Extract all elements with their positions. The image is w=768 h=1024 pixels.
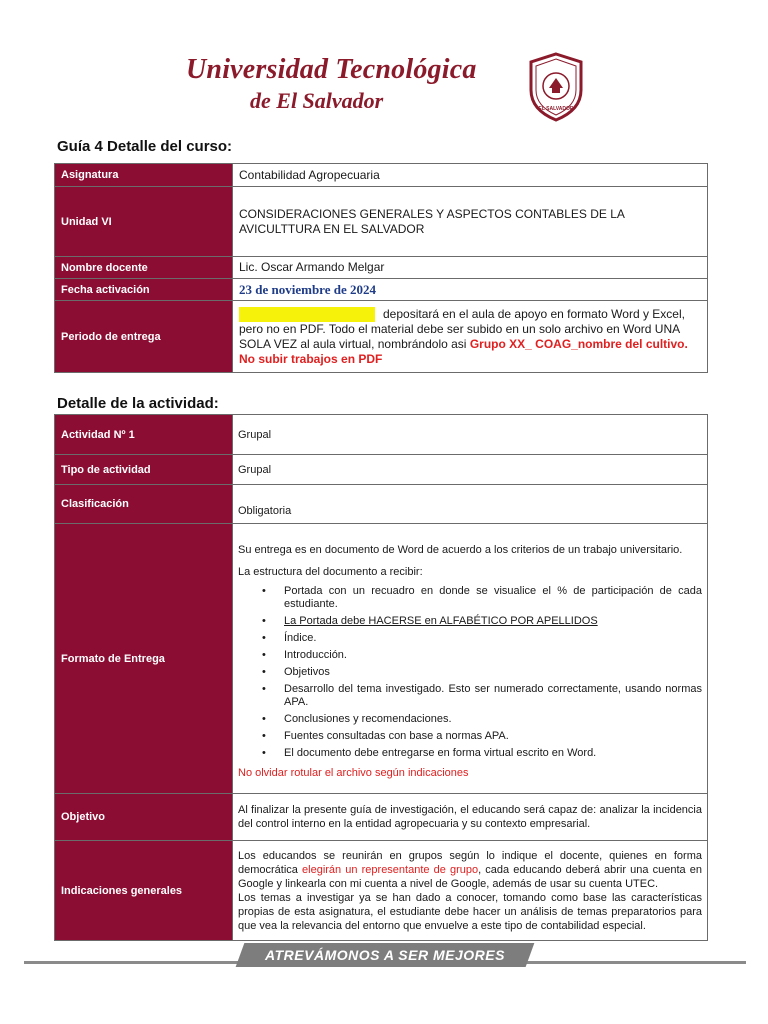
activity-details-table [54, 414, 708, 941]
row-label-periodo: Periodo de entrega [55, 301, 233, 373]
university-name-line1: Universidad Tecnológica [186, 54, 477, 85]
formato-structure-heading: La estructura del documento a recibir: [238, 565, 423, 578]
tipo-value: Grupal [233, 455, 708, 485]
list-item: • Objetivos [238, 666, 702, 679]
row-label-formato: Formato de Entrega [55, 524, 233, 794]
row-label-asignatura: Asignatura [55, 164, 233, 187]
table-row [55, 257, 708, 279]
indicaciones-text: Los educandos se reunirán en grupos según lo indique el docente, quienes en forma democrática [238, 849, 702, 876]
svg-text:EL SALVADOR: EL SALVADOR [538, 106, 574, 112]
unidad-value: CONSIDERACIONES GENERALES Y ASPECTOS CONTABLES DE LA AVICULTTURA EN EL SALVADOR [233, 187, 708, 257]
row-label-clasificacion: Clasificación [55, 485, 233, 524]
table-row [55, 524, 708, 794]
course-details-table [54, 163, 708, 373]
periodo-cell [233, 301, 708, 373]
table-row [55, 279, 708, 301]
actividad-value: Grupal [233, 415, 708, 455]
list-item: • El documento debe entregarse en forma virtual escrito en Word. [238, 747, 702, 760]
table-row [55, 841, 708, 941]
list-item: • Portada con un recuadro en donde se visualice el % de participación de cada estudiante. [238, 585, 702, 611]
table-row [55, 301, 708, 373]
row-label-unidad: Unidad VI [55, 187, 233, 257]
formato-list [238, 585, 702, 760]
formato-intro: Su entrega es en documento de Word de acuerdo a los criterios de un trabajo universitario. [238, 543, 683, 556]
objetivo-value: Al finalizar la presente guía de investigación, el educando será capaz de: analizar la incidencia del control interno en la entidad agropecuaria y su contexto empresarial. [233, 794, 708, 841]
list-item: • Índice. [238, 632, 702, 645]
indicaciones-cell [233, 841, 708, 941]
table-row [55, 485, 708, 524]
table-row [55, 415, 708, 455]
list-item: • Desarrollo del tema investigado. Esto ser numerado correctamente, usando normas APA. [238, 683, 702, 709]
indicaciones-paragraph-2: Los temas a investigar ya se han dado a conocer, tomando como base las características propias de esta asignatura, el estudiante debe hacer un análisis de temas preparatorios para que vea la relevancia del entorno que envuelve a este tipo de contabilidad especial. [238, 891, 702, 932]
row-label-actividad: Actividad Nº 1 [55, 415, 233, 455]
formato-note: No olvidar rotular el archivo según indicaciones [238, 766, 469, 779]
periodo-naming-rule: Grupo XX_ COAG_nombre del cultivo. No subir trabajos en PDF [239, 336, 688, 366]
clasificacion-value: Obligatoria [233, 485, 708, 524]
activity-details-title: Detalle de la actividad: [57, 395, 219, 412]
footer-slogan: ATREVÁMONOS A SER MEJORES [265, 947, 505, 963]
row-label-tipo: Tipo de actividad [55, 455, 233, 485]
list-item: • Fuentes consultadas con base a normas APA. [238, 730, 702, 743]
row-label-indicaciones: Indicaciones generales [55, 841, 233, 941]
indicaciones-highlight: elegirán un representante de grupo [302, 863, 479, 876]
course-details-title: Guía 4 Detalle del curso: [57, 138, 233, 155]
row-label-objetivo: Objetivo [55, 794, 233, 841]
row-label-docente: Nombre docente [55, 257, 233, 279]
list-item: • La Portada debe HACERSE en ALFABÉTICO POR APELLIDOS [238, 615, 702, 628]
list-item: • Introducción. [238, 649, 702, 662]
fecha-cell [233, 279, 708, 301]
highlighted-blank [239, 307, 375, 322]
table-row [55, 455, 708, 485]
table-row [55, 794, 708, 841]
row-label-fecha: Fecha activación [55, 279, 233, 301]
indicaciones-paragraph-1 [238, 849, 702, 891]
formato-cell [233, 524, 708, 794]
list-item: • Conclusiones y recomendaciones. [238, 713, 702, 726]
docente-value: Lic. Oscar Armando Melgar [233, 257, 708, 279]
indicaciones-text: , cada educando deberá abrir una cuenta en Google y linkearla con mi cuenta a nivel de Google, además de usar su cuenta UTEC. [238, 863, 702, 890]
activation-date: 23 de noviembre de 2024 [239, 281, 376, 297]
university-seal-icon [525, 52, 587, 122]
asignatura-value: Contabilidad Agropecuaria [233, 164, 708, 187]
table-row [55, 164, 708, 187]
university-header [180, 50, 600, 120]
table-row [55, 187, 708, 257]
periodo-text: depositará en el aula de apoyo en formato Word y Excel, pero no en PDF. Todo el material debe ser subido en un solo archivo en Word UNA SOLA VEZ al aula virtual, nombrándolo asi [239, 306, 685, 351]
university-name-line2: de El Salvador [250, 88, 384, 113]
